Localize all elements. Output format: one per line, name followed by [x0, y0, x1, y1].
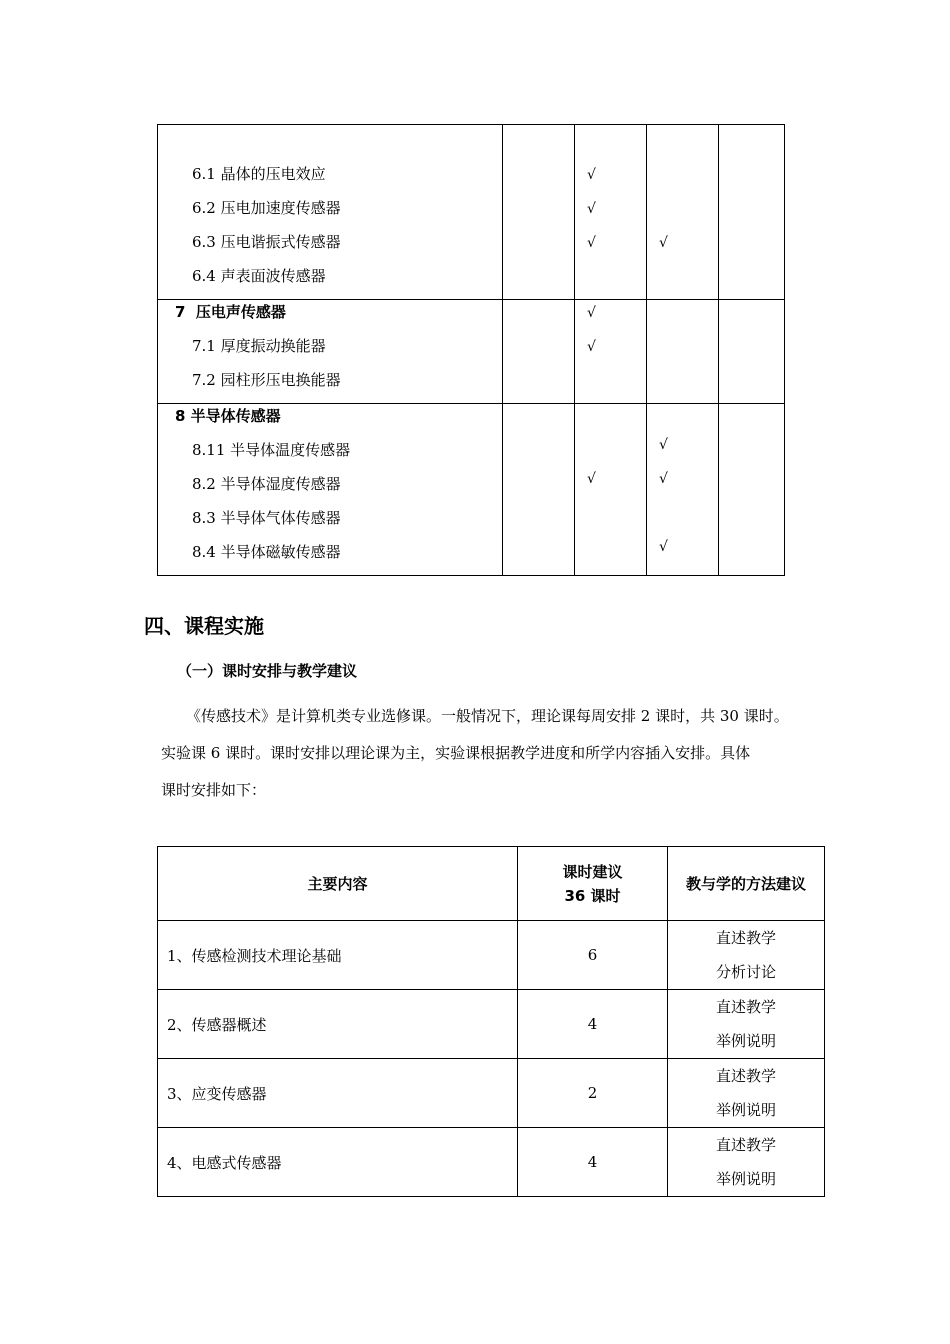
check-mark: √ — [659, 471, 668, 487]
table-border-top — [157, 124, 785, 125]
table-header-row — [158, 847, 825, 921]
table-item-label: 8.4 半导体磁敏传感器 — [192, 543, 341, 561]
method-line: 直述教学 — [715, 1136, 776, 1154]
paragraph-line: 课时安排如下： — [161, 781, 267, 799]
row-content: 3、应变传感器 — [158, 1059, 518, 1128]
table-row — [158, 921, 825, 990]
method-line: 分析讨论 — [715, 963, 776, 981]
method-line: 举例说明 — [715, 1170, 776, 1188]
check-mark: √ — [659, 539, 668, 555]
check-mark: √ — [587, 235, 596, 251]
table-item-label: 8.3 半导体气体传感器 — [192, 509, 341, 527]
table-section-title: 7 压电声传感器 — [175, 303, 286, 321]
table-item-label: 6.2 压电加速度传感器 — [192, 199, 341, 217]
table-row — [158, 990, 825, 1059]
row-hours: 4 — [518, 990, 668, 1059]
method-line: 举例说明 — [715, 1032, 776, 1050]
check-mark: √ — [587, 201, 596, 217]
row-content: 2、传感器概述 — [158, 990, 518, 1059]
header-hours — [518, 847, 668, 921]
table-row-divider — [157, 403, 785, 404]
table-column-divider — [646, 124, 647, 575]
header-methods: 教与学的方法建议 — [668, 847, 825, 921]
table-section-title: 8 半导体传感器 — [175, 407, 281, 425]
row-methods — [668, 990, 825, 1059]
table-item-label: 8.2 半导体湿度传感器 — [192, 475, 341, 493]
check-mark: √ — [587, 339, 596, 355]
table-item-label: 7.2 园柱形压电换能器 — [192, 371, 341, 389]
table-item-label: 6.1 晶体的压电效应 — [192, 165, 326, 183]
row-methods — [668, 1059, 825, 1128]
paragraph-line: 实验课 6 课时。课时安排以理论课为主，实验课根据教学进度和所学内容插入安排。具体 — [161, 744, 751, 762]
check-mark: √ — [587, 167, 596, 183]
row-content: 1、传感检测技术理论基础 — [158, 921, 518, 990]
check-mark: √ — [659, 437, 668, 453]
table-border-left — [157, 124, 158, 575]
header-hours-line2: 36 课时 — [564, 886, 621, 905]
subsection-heading: （一）课时安排与教学建议 — [177, 662, 358, 680]
table-row — [158, 1059, 825, 1128]
row-hours: 2 — [518, 1059, 668, 1128]
table-border-right — [784, 124, 785, 575]
method-line: 直述教学 — [715, 929, 776, 947]
section-heading: 四、课程实施 — [144, 614, 264, 638]
table-row — [158, 1128, 825, 1197]
table-row-divider — [157, 299, 785, 300]
row-hours: 4 — [518, 1128, 668, 1197]
check-mark: √ — [587, 305, 596, 321]
table-column-divider — [574, 124, 575, 575]
check-mark: √ — [659, 235, 668, 251]
table-item-label: 7.1 厚度振动换能器 — [192, 337, 326, 355]
row-methods — [668, 1128, 825, 1197]
row-methods — [668, 921, 825, 990]
method-line: 直述教学 — [715, 998, 776, 1016]
table-border-bottom — [157, 575, 785, 576]
header-hours-line1: 课时建议 — [562, 862, 623, 881]
table-item-label: 8.11 半导体温度传感器 — [192, 441, 351, 459]
header-content: 主要内容 — [158, 847, 518, 921]
row-hours: 6 — [518, 921, 668, 990]
row-content: 4、电感式传感器 — [158, 1128, 518, 1197]
table-column-divider — [502, 124, 503, 575]
method-line: 直述教学 — [715, 1067, 776, 1085]
table-item-label: 6.4 声表面波传感器 — [192, 267, 326, 285]
schedule-table — [157, 846, 825, 1197]
table-column-divider — [718, 124, 719, 575]
method-line: 举例说明 — [715, 1101, 776, 1119]
paragraph-line: 《传感技术》是计算机类专业选修课。一般情况下，理论课每周安排 2 课时，共 30 课时。 — [186, 707, 789, 725]
table-item-label: 6.3 压电谐振式传感器 — [192, 233, 341, 251]
check-mark: √ — [587, 471, 596, 487]
